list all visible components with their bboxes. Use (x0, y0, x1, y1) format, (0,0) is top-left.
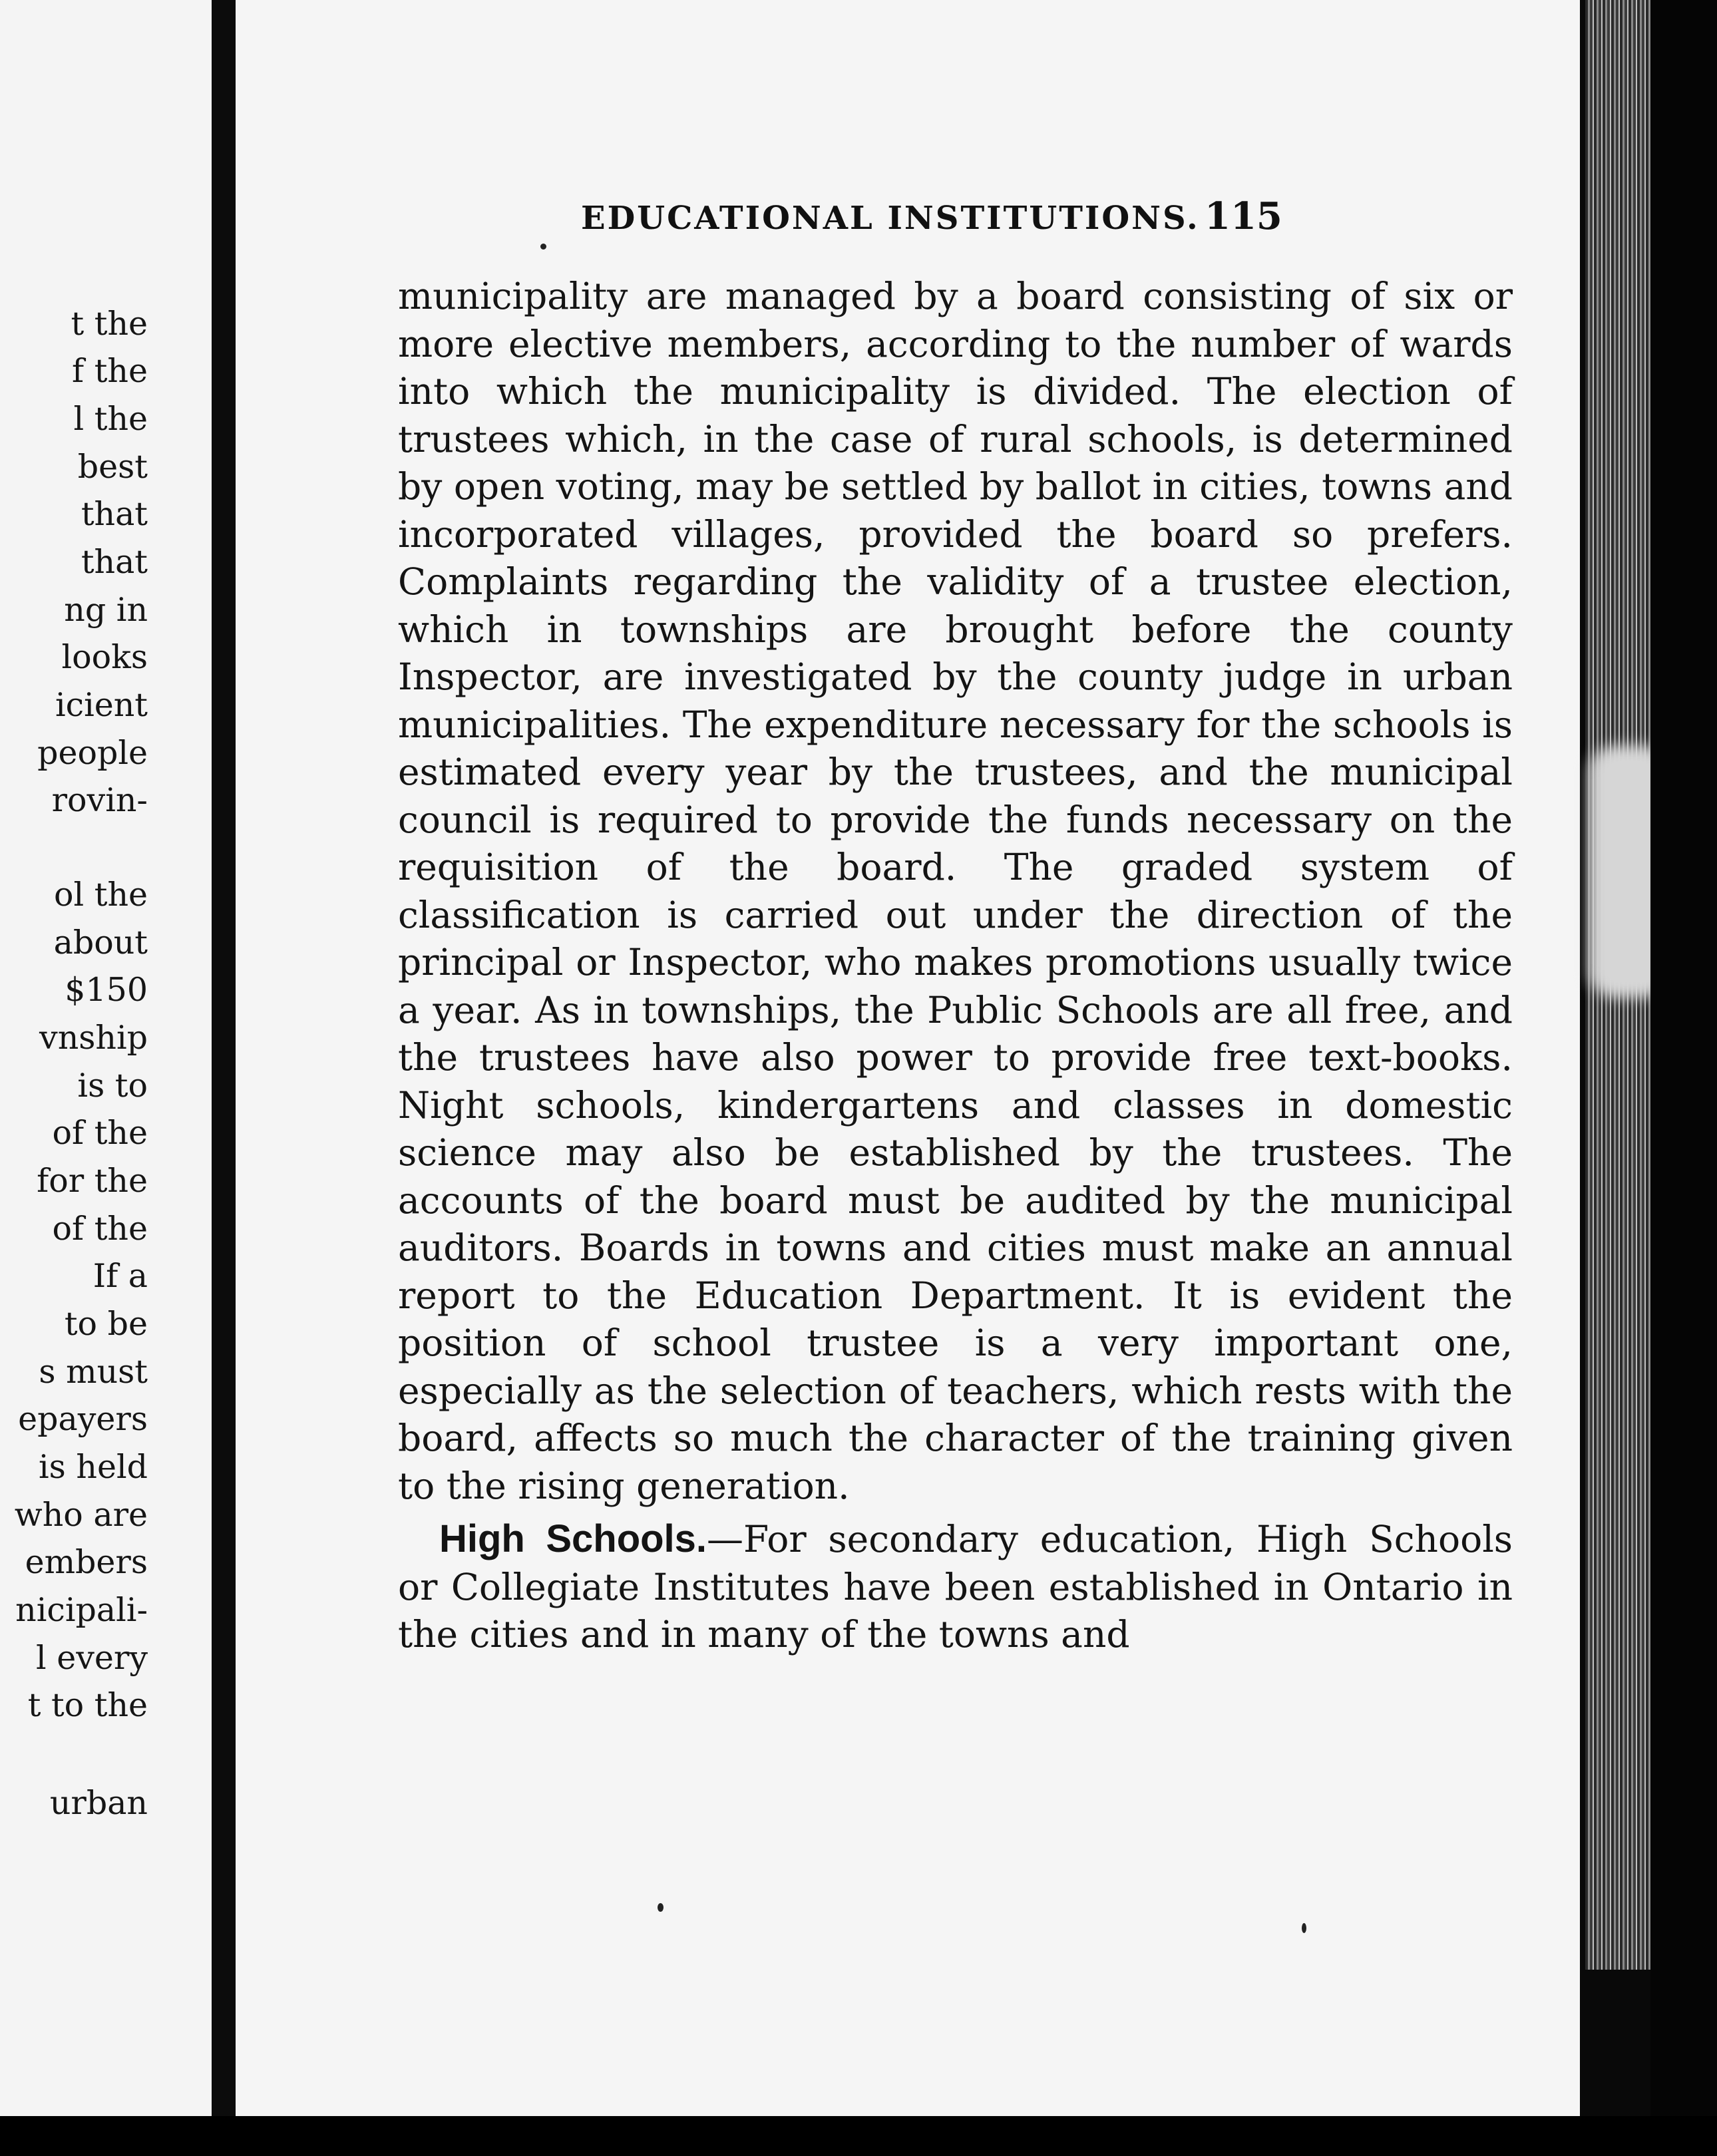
page-header (236, 194, 1580, 241)
page-number: 115 (1205, 194, 1282, 238)
running-head: EDUCATIONAL INSTITUTIONS. (581, 200, 1200, 237)
left-line: that (81, 495, 148, 533)
left-line: to be (64, 1305, 148, 1343)
left-line: $150 (65, 971, 148, 1009)
left-line: that (81, 543, 148, 581)
paragraph-high-schools (398, 1515, 1513, 1659)
left-line: s must (39, 1353, 148, 1391)
left-line: ol the (54, 876, 148, 914)
left-line: f the (72, 352, 148, 390)
left-line: vnship (39, 1019, 148, 1057)
left-line: nicipali- (15, 1591, 148, 1629)
left-line: urban (49, 1784, 148, 1822)
left-line: is held (39, 1448, 148, 1486)
print-speck (540, 244, 546, 250)
paragraph-high-schools-text: —For secondary education, High Schools or Collegiate Institutes have been established in Ontario in the cities and in many of the towns and (398, 1518, 1513, 1656)
left-line: ng in (64, 591, 148, 629)
left-line: icient (55, 686, 148, 724)
left-line: for the (37, 1162, 148, 1200)
book-binding-gutter (212, 0, 236, 2116)
left-line: rovin- (51, 781, 148, 819)
left-line: is to (77, 1067, 148, 1105)
left-line: of the (52, 1114, 148, 1152)
left-line: looks (61, 638, 148, 676)
left-line: best (77, 448, 148, 486)
print-speck (658, 1903, 664, 1912)
left-line: who are (14, 1496, 148, 1534)
left-page (0, 0, 212, 2116)
print-speck (1302, 1923, 1306, 1933)
left-line: t to the (27, 1686, 148, 1724)
left-line: If a (93, 1257, 148, 1295)
left-line: epayers (18, 1400, 148, 1438)
section-heading-high-schools: High Schools. (439, 1517, 707, 1560)
left-line: embers (25, 1543, 148, 1581)
paragraph-trustees: municipality are managed by a board consisting of six or more elective members, according to the number of wards into which the municipality is divided. The election of trustees which, in the case of rural schools, is determined by open voting, may be settled by ballot in cities, towns and incorporated villages, provided the board so prefers. Complaints regarding the validity of a trustee election, which in townships are brought before the county Inspector, are investigated by the county judge in urban municipalities. The expenditure necessary for the schools is estimated every year by the trustees, and the municipal council is required to provide the funds necessary on the requisition of the board. The graded system of classification is carried out under the direction of the principal or Inspector, who makes promotions usually twice a year. As in townships, the Public Schools are all free, and the trustees have also power to provide free text-books. Night schools, kindergartens and classes in domestic science may also be established by the trustees. The accounts of the board must be audited by the municipal auditors. Boards in towns and cities must make an annual report to the Education Department. It is evident the position of school trustee is a very important one, especially as the selection of teachers, which rests with the board, affects so much the character of the training given to the rising generation. (398, 275, 1513, 1507)
left-line: l the (73, 400, 148, 438)
right-page (236, 0, 1580, 2116)
left-line: people (37, 734, 148, 772)
left-line: about (53, 924, 148, 962)
left-line: l every (35, 1639, 148, 1677)
scan-border (1650, 0, 1717, 2116)
page-edges (1580, 0, 1717, 2116)
left-line: t the (71, 305, 148, 343)
body-text (398, 273, 1513, 1659)
scan-bottom-border (0, 2116, 1717, 2156)
left-line: of the (52, 1210, 148, 1248)
